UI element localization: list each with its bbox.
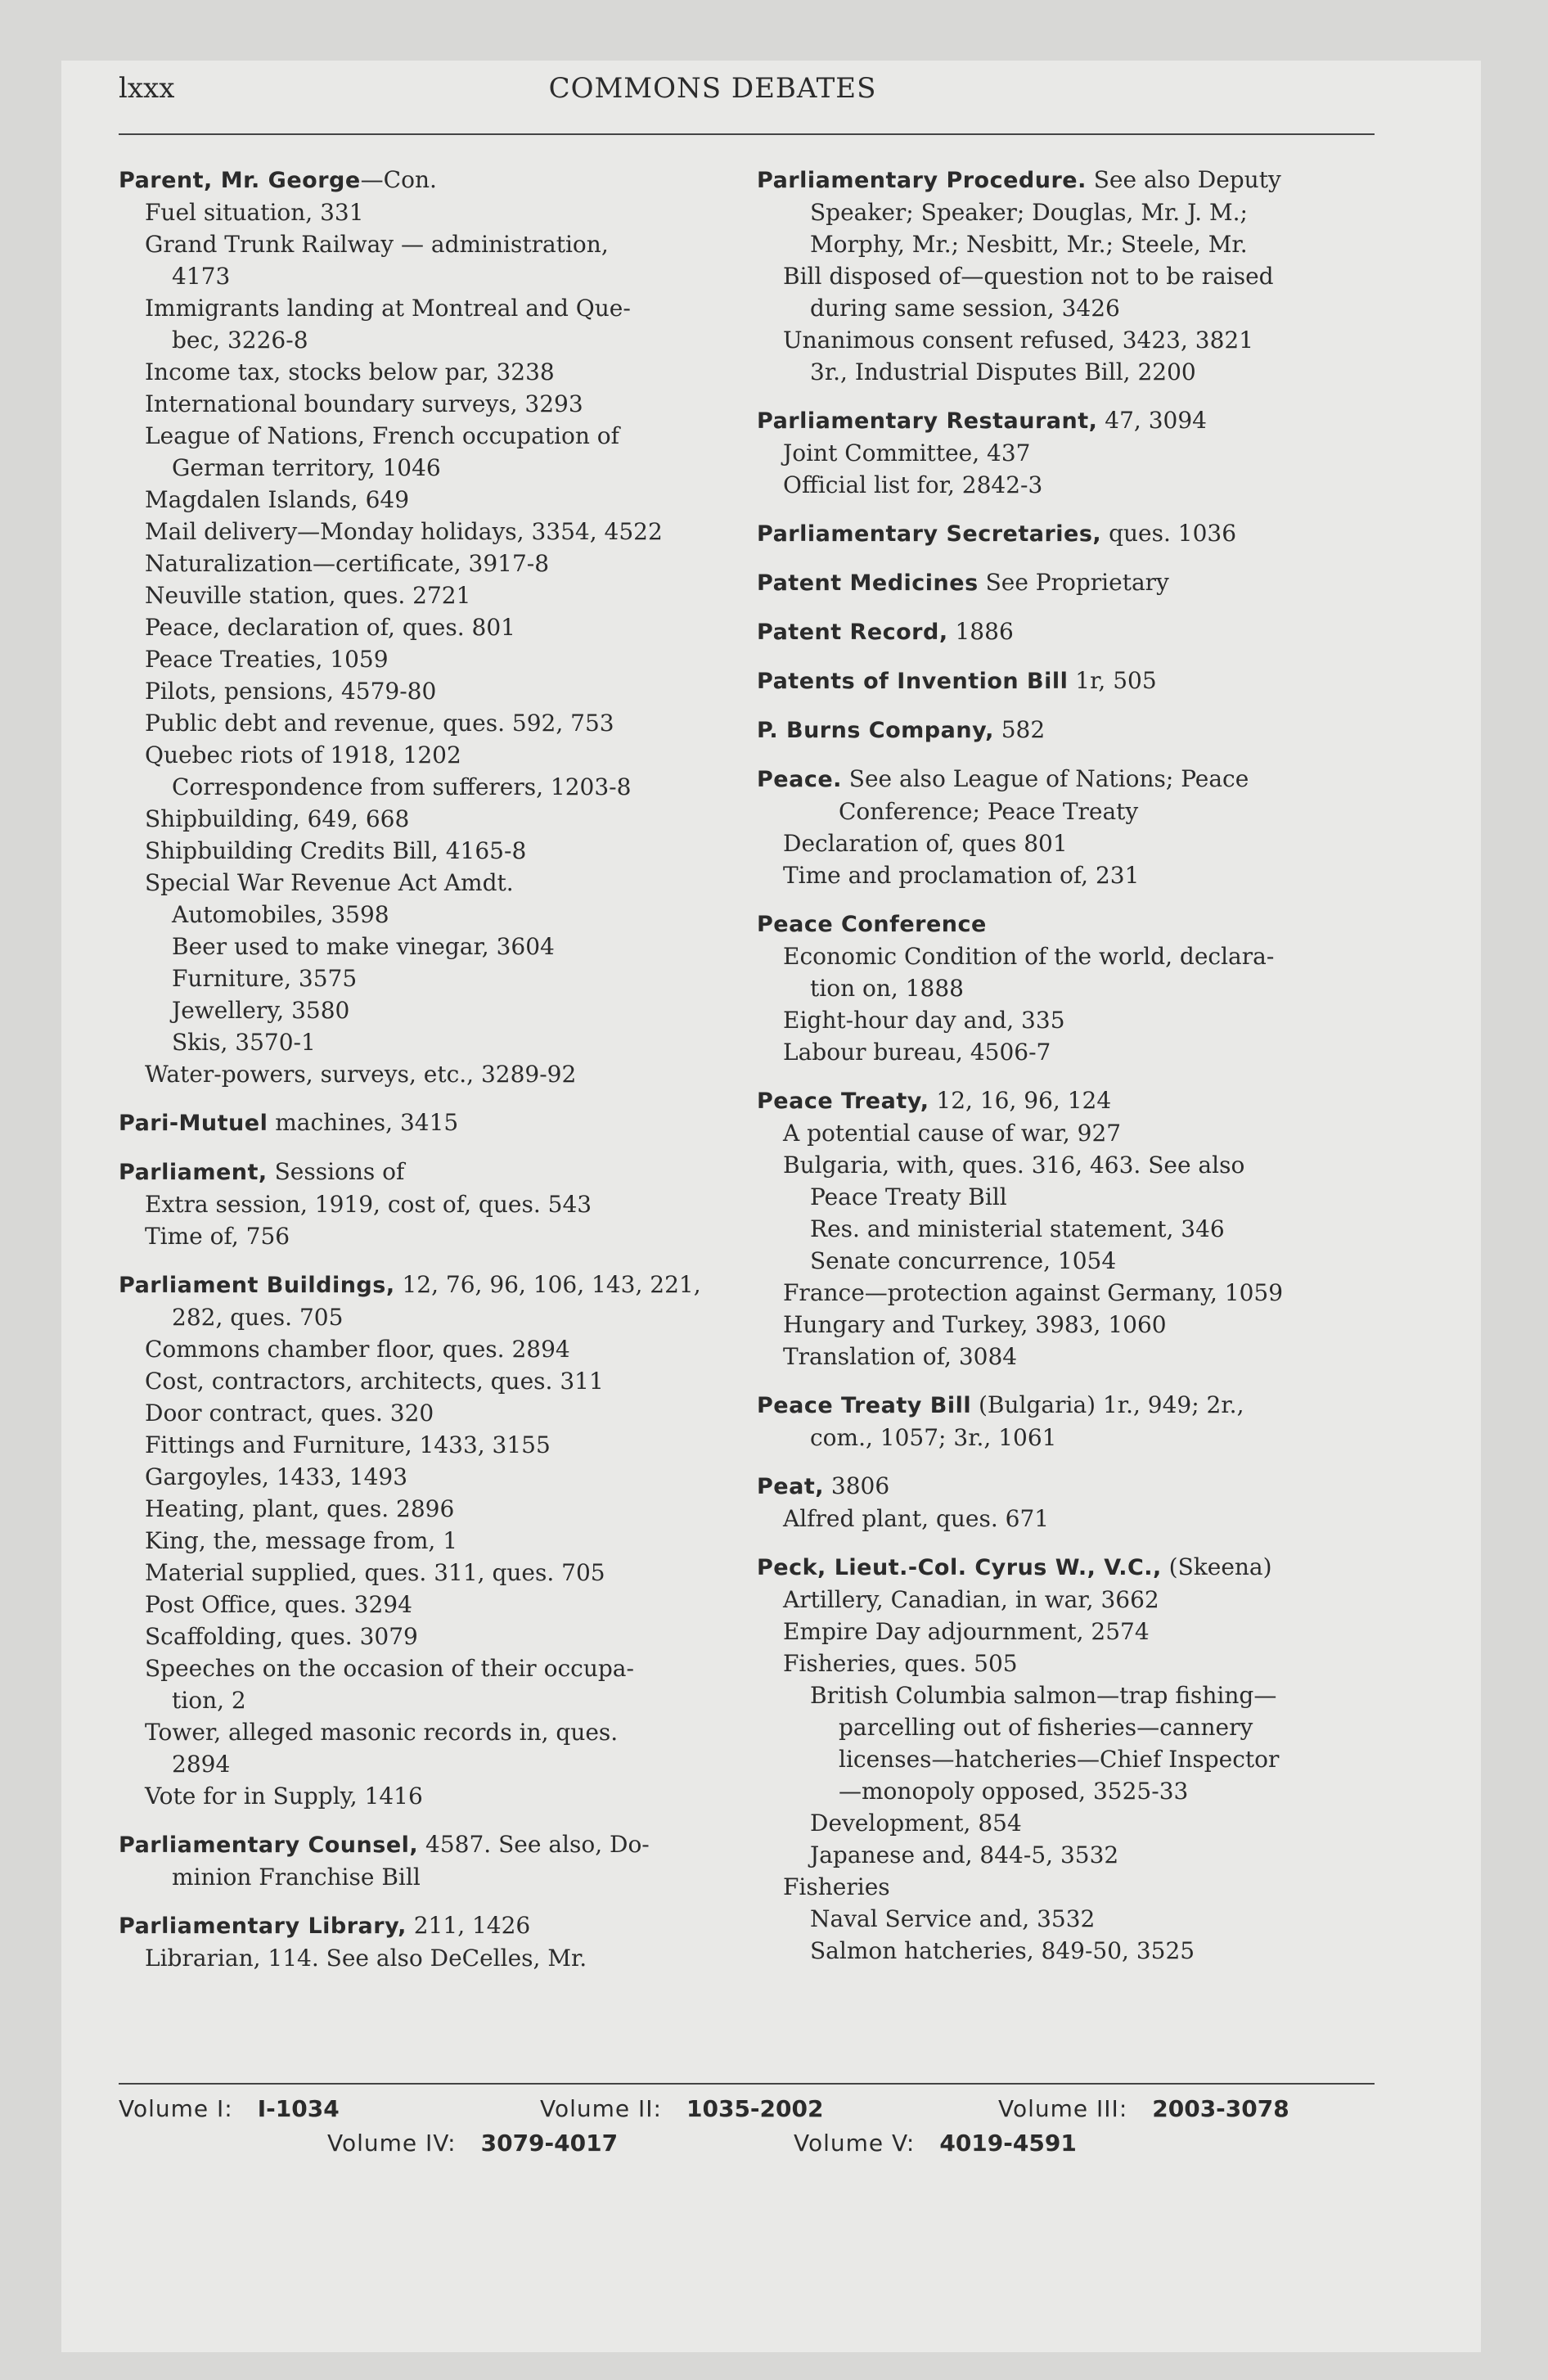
- entry-subitem: Furniture, 3575: [172, 965, 358, 992]
- entry-heading: Parliamentary Library,: [119, 1913, 407, 1939]
- entry-heading-rest: (Bulgaria) 1r., 949; 2r.,: [971, 1391, 1244, 1418]
- header-rule: [119, 133, 1375, 135]
- index-entry: [757, 1084, 1411, 1373]
- entry-heading-line: [119, 1107, 777, 1139]
- entry-subitem: Income tax, stocks below par, 3238: [145, 358, 555, 385]
- entry-subitem: Time and proclamation of, 231: [783, 862, 1140, 889]
- entry-subitem: Artillery, Canadian, in war, 3662: [783, 1586, 1159, 1613]
- entry-subitem: Post Office, ques. 3294: [145, 1591, 412, 1618]
- entry-subitem: British Columbia salmon—trap fishing—: [810, 1682, 1277, 1709]
- entry-heading: Pari-Mutuel: [119, 1111, 268, 1136]
- entry-subitem: Fisheries: [783, 1873, 890, 1900]
- entry-heading-rest: ques. 1036: [1101, 520, 1237, 547]
- entry-subitem: Shipbuilding Credits Bill, 4165-8: [145, 837, 527, 864]
- entry-heading: Peace Conference: [757, 912, 987, 937]
- entry-subitem: Peace Treaty Bill: [810, 1183, 1007, 1210]
- index-entry: [119, 1107, 777, 1139]
- entry-subitem: Peace Treaties, 1059: [145, 646, 389, 673]
- entry-subitem: Bulgaria, with, ques. 316, 463. See also: [783, 1152, 1245, 1179]
- entry-heading-line: [757, 763, 1411, 796]
- entry-subitem: minion Franchise Bill: [172, 1864, 421, 1891]
- entry-subitem: Librarian, 114. See also DeCelles, Mr.: [145, 1945, 587, 1972]
- entry-subitem: Public debt and revenue, ques. 592, 753: [145, 710, 614, 737]
- volume-label: Volume IV:: [327, 2130, 457, 2157]
- entry-heading-line: [757, 1551, 1411, 1584]
- entry-subitem: Special War Revenue Act Amdt.: [145, 869, 514, 896]
- right-index-column: [757, 164, 1411, 1983]
- entry-heading-line: [757, 615, 1411, 648]
- index-entry: [757, 566, 1411, 599]
- entry-subitem: Unanimous consent refused, 3423, 3821: [783, 327, 1254, 354]
- entry-subitem: Skis, 3570-1: [172, 1029, 316, 1056]
- entry-subitem: Water-powers, surveys, etc., 3289-92: [145, 1061, 577, 1088]
- entry-subitem: Automobiles, 3598: [172, 901, 389, 928]
- entry-heading-rest: Sessions of: [267, 1158, 405, 1185]
- entry-heading-rest: 211, 1426: [406, 1912, 531, 1939]
- index-entry: [757, 665, 1411, 697]
- entry-heading-rest: 47, 3094: [1097, 407, 1207, 434]
- entry-subitem: King, the, message from, 1: [145, 1527, 458, 1554]
- index-entry: [119, 1156, 777, 1252]
- entry-heading-line: [757, 404, 1411, 437]
- volume-range: I-1034: [257, 2095, 340, 2122]
- entry-heading-rest: See also League of Nations; Peace: [841, 765, 1249, 792]
- entry-heading-line: [757, 1389, 1411, 1422]
- entry-subitem: Fuel situation, 331: [145, 199, 364, 226]
- entry-heading: Peace Treaty,: [757, 1089, 929, 1114]
- entry-subitem: 282, ques. 705: [172, 1304, 344, 1331]
- entry-heading-line: [757, 665, 1411, 697]
- entry-heading: Patents of Invention Bill: [757, 669, 1069, 694]
- volume-key: [119, 2095, 1375, 2164]
- volume-range: 3079-4017: [480, 2130, 619, 2157]
- entry-subitem: during same session, 3426: [810, 295, 1120, 322]
- page-number: lxxx: [119, 72, 175, 105]
- entry-subitem: 2894: [172, 1751, 231, 1778]
- entry-subitem: Alfred plant, ques. 671: [783, 1505, 1050, 1532]
- index-entry: [757, 164, 1411, 388]
- entry-subitem: Vote for in Supply, 1416: [145, 1783, 423, 1810]
- entry-heading-line: [757, 164, 1411, 196]
- entry-subitem: Gargoyles, 1433, 1493: [145, 1463, 408, 1490]
- entry-heading: Peace Treaty Bill: [757, 1393, 972, 1418]
- entry-heading: Parliamentary Procedure.: [757, 168, 1087, 193]
- entry-subitem: Beer used to make vinegar, 3604: [172, 933, 555, 960]
- volume-range: 4019-4591: [939, 2130, 1077, 2157]
- index-entry: [757, 404, 1411, 501]
- volume-1: [119, 2095, 340, 2122]
- index-entry: [757, 1470, 1411, 1535]
- entry-subitem: Tower, alleged masonic records in, ques.: [145, 1719, 619, 1746]
- entry-subitem: Morphy, Mr.; Nesbitt, Mr.; Steele, Mr.: [810, 231, 1248, 258]
- entry-subitem: Mail delivery—Monday holidays, 3354, 4522: [145, 518, 663, 545]
- entry-heading: Patent Medicines: [757, 570, 979, 596]
- entry-subitem: Economic Condition of the world, declara-: [783, 943, 1275, 970]
- volume-3: [998, 2095, 1289, 2122]
- entry-subitem: Speeches on the occasion of their occupa-: [145, 1655, 634, 1682]
- entry-subitem: Magdalen Islands, 649: [145, 486, 410, 513]
- index-entry: [119, 164, 777, 1090]
- entry-heading-line: [119, 164, 777, 196]
- entry-subitem: tion, 2: [172, 1687, 246, 1714]
- entry-subitem: Fisheries, ques. 505: [783, 1650, 1018, 1677]
- entry-heading: Parliamentary Secretaries,: [757, 521, 1102, 547]
- entry-subitem: Shipbuilding, 649, 668: [145, 805, 410, 832]
- index-entry: [119, 1909, 777, 1974]
- entry-heading-line: [757, 908, 1411, 940]
- entry-subitem: Naval Service and, 3532: [810, 1905, 1096, 1932]
- entry-heading: Patent Record,: [757, 620, 948, 645]
- entry-heading-line: [119, 1156, 777, 1188]
- entry-subitem: Declaration of, ques 801: [783, 830, 1068, 857]
- entry-subitem: Material supplied, ques. 311, ques. 705: [145, 1559, 605, 1586]
- left-index-column: [119, 164, 777, 1990]
- entry-heading: Parliament Buildings,: [119, 1273, 395, 1298]
- entry-subitem: A potential cause of war, 927: [783, 1120, 1122, 1147]
- entry-subitem: 4173: [172, 263, 231, 290]
- entry-heading-line: [757, 1470, 1411, 1503]
- entry-subitem: Neuville station, ques. 2721: [145, 582, 471, 609]
- entry-subitem: Official list for, 2842-3: [783, 471, 1043, 498]
- entry-heading-rest: 12, 16, 96, 124: [929, 1087, 1112, 1114]
- entry-subitem: —monopoly opposed, 3525-33: [839, 1778, 1189, 1805]
- entry-subitem: League of Nations, French occupation of: [145, 422, 619, 449]
- index-entry: [757, 615, 1411, 648]
- entry-heading-line: [119, 1269, 777, 1301]
- index-entry: [119, 1828, 777, 1893]
- entry-subitem: Cost, contractors, architects, ques. 311: [145, 1368, 604, 1395]
- entry-subitem: com., 1057; 3r., 1061: [810, 1424, 1057, 1451]
- entry-heading-rest: —Con.: [360, 166, 437, 193]
- entry-heading: P. Burns Company,: [757, 718, 994, 743]
- index-entry: [757, 908, 1411, 1068]
- entry-subitem: Correspondence from sufferers, 1203-8: [172, 773, 632, 800]
- volume-label: Volume III:: [998, 2095, 1128, 2122]
- entry-heading-rest: (Skeena): [1161, 1553, 1272, 1580]
- volume-range: 1035-2002: [686, 2095, 824, 2122]
- entry-subitem: 3r., Industrial Disputes Bill, 2200: [810, 358, 1196, 385]
- entry-heading-rest: 12, 76, 96, 106, 143, 221,: [394, 1271, 701, 1298]
- entry-subitem: Joint Committee, 437: [783, 439, 1031, 467]
- entry-heading: Peace.: [757, 767, 842, 792]
- entry-subitem: Hungary and Turkey, 3983, 1060: [783, 1311, 1167, 1338]
- entry-heading-rest: 1886: [947, 618, 1014, 645]
- volume-5: [794, 2130, 1077, 2157]
- volume-4: [327, 2130, 618, 2157]
- entry-heading: Peck, Lieut.-Col. Cyrus W., V.C.,: [757, 1555, 1162, 1580]
- entry-heading-line: [757, 517, 1411, 550]
- entry-subitem: Bill disposed of—question not to be raised: [783, 263, 1274, 290]
- entry-subitem: parcelling out of fisheries—cannery: [839, 1714, 1253, 1741]
- entry-heading-rest: See Proprietary: [978, 569, 1169, 596]
- entry-subitem: tion on, 1888: [810, 975, 964, 1002]
- entry-heading-rest: 4587. See also, Do-: [418, 1831, 650, 1858]
- entry-heading-rest: 3806: [823, 1472, 890, 1499]
- entry-heading: Parliamentary Restaurant,: [757, 408, 1098, 434]
- entry-subitem: Japanese and, 844-5, 3532: [810, 1841, 1119, 1868]
- entry-heading-line: [757, 1084, 1411, 1117]
- volume-label: Volume I:: [119, 2095, 233, 2122]
- entry-subitem: Eight-hour day and, 335: [783, 1007, 1065, 1034]
- entry-subitem: Immigrants landing at Montreal and Que-: [145, 295, 631, 322]
- volume-label: Volume II:: [540, 2095, 662, 2122]
- entry-subitem: bec, 3226-8: [172, 327, 308, 354]
- entry-subitem: Senate concurrence, 1054: [810, 1247, 1117, 1274]
- page-title: COMMONS DEBATES: [548, 72, 877, 105]
- entry-heading: Parent, Mr. George: [119, 168, 361, 193]
- index-entry: [757, 1389, 1411, 1454]
- entry-subitem: Development, 854: [810, 1810, 1022, 1837]
- entry-heading-rest: 1r, 505: [1068, 667, 1157, 694]
- entry-heading-line: [119, 1909, 777, 1942]
- entry-subitem: Conference; Peace Treaty: [839, 798, 1139, 825]
- entry-subitem: Grand Trunk Railway — administration,: [145, 231, 609, 258]
- entry-heading: Parliamentary Counsel,: [119, 1832, 419, 1858]
- entry-heading-line: [757, 566, 1411, 599]
- entry-subitem: International boundary surveys, 3293: [145, 390, 583, 417]
- entry-subitem: Labour bureau, 4506-7: [783, 1039, 1051, 1066]
- volume-range: 2003-3078: [1152, 2095, 1289, 2122]
- index-entry: [757, 1551, 1411, 1967]
- entry-subitem: Empire Day adjournment, 2574: [783, 1618, 1150, 1645]
- entry-subitem: Quebec riots of 1918, 1202: [145, 741, 461, 769]
- entry-heading-rest: See also Deputy: [1086, 166, 1281, 193]
- entry-subitem: Door contract, ques. 320: [145, 1400, 434, 1427]
- entry-subitem: German territory, 1046: [172, 454, 441, 481]
- entry-subitem: Commons chamber floor, ques. 2894: [145, 1336, 570, 1363]
- entry-subitem: Translation of, 3084: [783, 1343, 1018, 1370]
- entry-subitem: Heating, plant, ques. 2896: [145, 1495, 455, 1522]
- footer-rule: [119, 2083, 1375, 2085]
- entry-subitem: Res. and ministerial statement, 346: [810, 1215, 1225, 1242]
- volume-label: Volume V:: [794, 2130, 916, 2157]
- index-entry: [119, 1269, 777, 1812]
- entry-heading: Parliament,: [119, 1160, 268, 1185]
- page-header: [119, 72, 1307, 121]
- entry-subitem: France—protection against Germany, 1059: [783, 1279, 1284, 1306]
- entry-subitem: Jewellery, 3580: [172, 997, 350, 1024]
- entry-subitem: Pilots, pensions, 4579-80: [145, 678, 437, 705]
- index-entry: [757, 763, 1411, 891]
- entry-heading-line: [757, 714, 1411, 746]
- entry-subitem: Peace, declaration of, ques. 801: [145, 614, 515, 641]
- entry-heading-rest: machines, 3415: [268, 1109, 459, 1136]
- entry-subitem: Salmon hatcheries, 849-50, 3525: [810, 1937, 1195, 1964]
- entry-heading-rest: 582: [993, 716, 1046, 743]
- entry-heading-line: [119, 1828, 777, 1861]
- index-entry: [757, 517, 1411, 550]
- volume-2: [540, 2095, 823, 2122]
- entry-subitem: Naturalization—certificate, 3917-8: [145, 550, 550, 577]
- entry-subitem: Extra session, 1919, cost of, ques. 543: [145, 1191, 592, 1218]
- entry-subitem: Fittings and Furniture, 1433, 3155: [145, 1431, 551, 1458]
- index-entry: [757, 714, 1411, 746]
- entry-subitem: Time of, 756: [145, 1223, 290, 1250]
- entry-heading: Peat,: [757, 1474, 824, 1499]
- entry-subitem: licenses—hatcheries—Chief Inspector: [839, 1746, 1280, 1773]
- entry-subitem: Scaffolding, ques. 3079: [145, 1623, 418, 1650]
- entry-subitem: Speaker; Speaker; Douglas, Mr. J. M.;: [810, 199, 1248, 226]
